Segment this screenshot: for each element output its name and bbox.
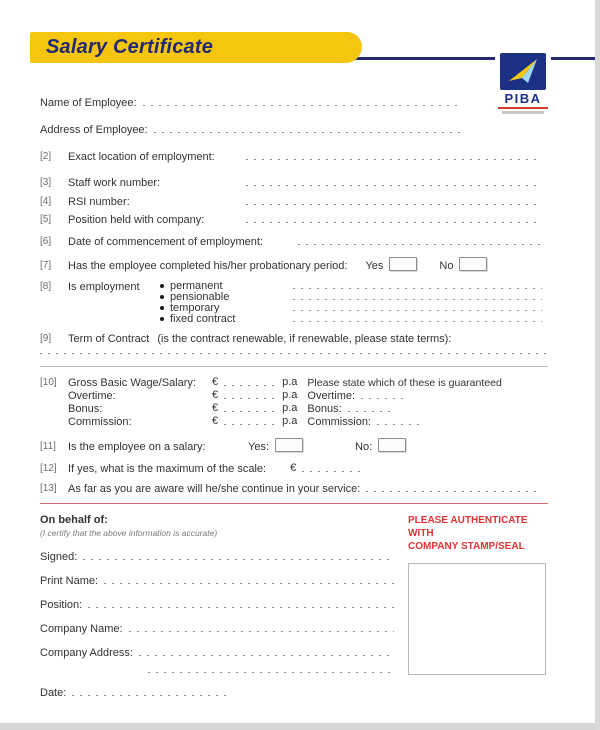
signature-fields	[40, 514, 408, 710]
row-q10-commission	[40, 415, 548, 428]
q4-number: [4]	[40, 196, 52, 207]
q13-label: As far as you are aware will he/she continue in your service:	[68, 483, 361, 495]
company-address-field-line[interactable]	[139, 655, 394, 656]
signature-section	[40, 514, 548, 710]
row-q2	[40, 150, 548, 163]
pa-unit: p.a	[282, 376, 298, 388]
signature-section-divider	[40, 503, 548, 504]
company-address-label: Company Address:	[40, 647, 133, 659]
q10-bonus-right-label: Bonus:	[307, 403, 342, 415]
q8-options	[160, 281, 548, 325]
q5-number: [5]	[40, 214, 52, 225]
position-label: Position:	[40, 599, 83, 611]
q8-number: [8]	[40, 281, 52, 292]
authenticate-line-3: COMPANY STAMP/SEAL	[408, 541, 525, 552]
bullet-icon	[160, 306, 164, 310]
row-q10-overtime	[40, 389, 548, 402]
authenticate-line-2: WITH	[408, 528, 434, 539]
q7-number: [7]	[40, 260, 52, 271]
print-name-label: Print Name:	[40, 575, 99, 587]
q7-no-checkbox[interactable]	[459, 257, 487, 271]
euro-symbol: €	[212, 415, 219, 427]
row-address	[40, 123, 470, 136]
on-behalf-label: On behalf of:	[40, 514, 108, 526]
q11-no-checkbox[interactable]	[378, 438, 406, 452]
q8-option-fixed-contract-label: fixed contract	[170, 313, 236, 325]
q12-number: [12]	[40, 463, 57, 474]
q11-label: Is the employee on a salary:	[68, 441, 206, 453]
row-q4	[40, 195, 548, 208]
q13-number: [13]	[40, 483, 57, 494]
euro-symbol: €	[290, 462, 297, 474]
q10-overtime-label: Overtime:	[68, 390, 116, 402]
q12-label: If yes, what is the maximum of the scale:	[68, 463, 267, 475]
bullet-icon	[160, 284, 164, 288]
q10-right-header: Please state which of these is guaranteed	[307, 377, 502, 389]
row-q8	[40, 281, 548, 325]
euro-symbol: €	[212, 376, 219, 388]
q8-pensionable-field-line[interactable]	[293, 299, 542, 300]
q12-field-line[interactable]	[302, 471, 360, 472]
q9-label: Term of Contract	[68, 333, 150, 345]
print-name-field-line[interactable]	[104, 583, 394, 584]
q11-no-label: No:	[355, 441, 373, 453]
q8-label: Is employment	[68, 281, 140, 293]
q10-gross-label: Gross Basic Wage/Salary:	[68, 377, 196, 389]
q8-option-temporary-label: temporary	[170, 302, 220, 314]
q2-number: [2]	[40, 151, 52, 162]
q10-commission-guaranteed-line[interactable]	[377, 424, 425, 425]
q11-yes-label: Yes:	[248, 441, 270, 453]
signed-label: Signed:	[40, 551, 78, 563]
row-print-name	[40, 574, 400, 587]
row-q3	[40, 176, 548, 189]
q3-number: [3]	[40, 177, 52, 188]
authenticate-line-1: PLEASE AUTHENTICATE	[408, 515, 528, 526]
q2-label: Exact location of employment:	[68, 151, 215, 163]
q10-number: [10]	[40, 377, 57, 388]
row-company-address-2	[40, 663, 400, 676]
q8-permanent-field-line[interactable]	[293, 288, 542, 289]
q7-yes-checkbox[interactable]	[389, 257, 417, 271]
signed-field-line[interactable]	[83, 559, 394, 560]
euro-symbol: €	[212, 389, 219, 401]
q11-yes-checkbox[interactable]	[275, 438, 303, 452]
logo-red-rule	[498, 107, 548, 109]
piba-logo	[495, 51, 551, 116]
q10-bonus-amount-line[interactable]	[224, 411, 276, 412]
euro-symbol: €	[212, 402, 219, 414]
company-address-field-line-2[interactable]	[148, 672, 394, 673]
q2-field-line[interactable]	[246, 159, 542, 160]
row-q10-bonus	[40, 402, 548, 415]
row-q13	[40, 482, 548, 495]
q10-bonus-label: Bonus:	[68, 403, 103, 415]
q9-number: [9]	[40, 333, 52, 344]
q10-commission-label: Commission:	[68, 416, 132, 428]
row-company-address	[40, 646, 400, 659]
name-field-line[interactable]	[143, 105, 460, 106]
row-date	[40, 686, 400, 699]
date-label: Date:	[40, 687, 67, 699]
q6-number: [6]	[40, 236, 52, 247]
pa-unit: p.a	[282, 415, 298, 427]
q8-option-fixed-contract	[160, 314, 548, 325]
q10-bonus-guaranteed-line[interactable]	[348, 411, 396, 412]
row-q9	[40, 332, 548, 345]
q3-label: Staff work number:	[68, 177, 161, 189]
row-q12	[40, 462, 548, 475]
q8-option-pensionable-label: pensionable	[170, 291, 230, 303]
section-divider	[40, 366, 548, 367]
q7-yes-label: Yes	[365, 260, 384, 272]
position-field-line[interactable]	[88, 607, 394, 608]
q8-temporary-field-line[interactable]	[293, 310, 542, 311]
q10-overtime-amount-line[interactable]	[224, 398, 276, 399]
q11-number: [11]	[40, 441, 56, 452]
row-q11	[40, 438, 548, 453]
logo-tagline-placeholder	[502, 111, 544, 114]
bullet-icon	[160, 317, 164, 321]
form-body	[40, 96, 548, 710]
q5-label: Position held with company:	[68, 214, 205, 226]
bullet-icon	[160, 295, 164, 299]
date-field-line[interactable]	[72, 695, 232, 696]
q4-label: RSI number:	[68, 196, 130, 208]
pa-unit: p.a	[282, 402, 298, 414]
row-company-name	[40, 622, 400, 635]
q13-field-line[interactable]	[366, 491, 542, 492]
certify-note: (I certify that the above information is accurate)	[40, 528, 218, 538]
q10-commission-amount-line[interactable]	[224, 424, 276, 425]
q6-label: Date of commencement of employment:	[68, 236, 264, 248]
row-q7	[40, 257, 548, 272]
pa-unit: p.a	[282, 389, 298, 401]
logo-wordmark: PIBA	[504, 91, 542, 106]
q10-commission-right-label: Commission:	[307, 416, 371, 428]
address-field-line[interactable]	[154, 132, 464, 133]
q7-no-label: No	[439, 260, 454, 272]
address-of-employee-label: Address of Employee:	[40, 124, 148, 136]
row-q10-gross	[40, 376, 548, 389]
q5-field-line[interactable]	[246, 222, 542, 223]
paper-plane-icon	[500, 53, 546, 90]
row-position	[40, 598, 400, 611]
company-stamp-box	[408, 563, 546, 675]
title-banner	[30, 32, 362, 63]
q10-overtime-guaranteed-line[interactable]	[361, 398, 409, 399]
page-title: Salary Certificate	[46, 36, 214, 58]
q9-note: (is the contract renewable, if renewable, please state terms):	[157, 333, 452, 345]
company-name-field-line[interactable]	[129, 631, 394, 632]
row-q5	[40, 213, 548, 226]
stamp-column	[408, 514, 548, 675]
q8-fixed-contract-field-line[interactable]	[293, 321, 542, 322]
row-q6	[40, 235, 548, 248]
q10-gross-amount-line[interactable]	[224, 385, 276, 386]
q8-option-permanent-label: permanent	[170, 280, 223, 292]
name-of-employee-label: Name of Employee:	[40, 97, 137, 109]
company-name-label: Company Name:	[40, 623, 123, 635]
q7-label: Has the employee completed his/her probationary period:	[68, 260, 348, 272]
q9-field-line[interactable]	[40, 353, 548, 354]
row-name	[40, 96, 466, 109]
row-signed	[40, 550, 400, 563]
q10-overtime-right-label: Overtime:	[307, 390, 356, 402]
q6-field-line[interactable]	[298, 244, 542, 245]
q4-field-line[interactable]	[246, 204, 542, 205]
q3-field-line[interactable]	[246, 185, 542, 186]
